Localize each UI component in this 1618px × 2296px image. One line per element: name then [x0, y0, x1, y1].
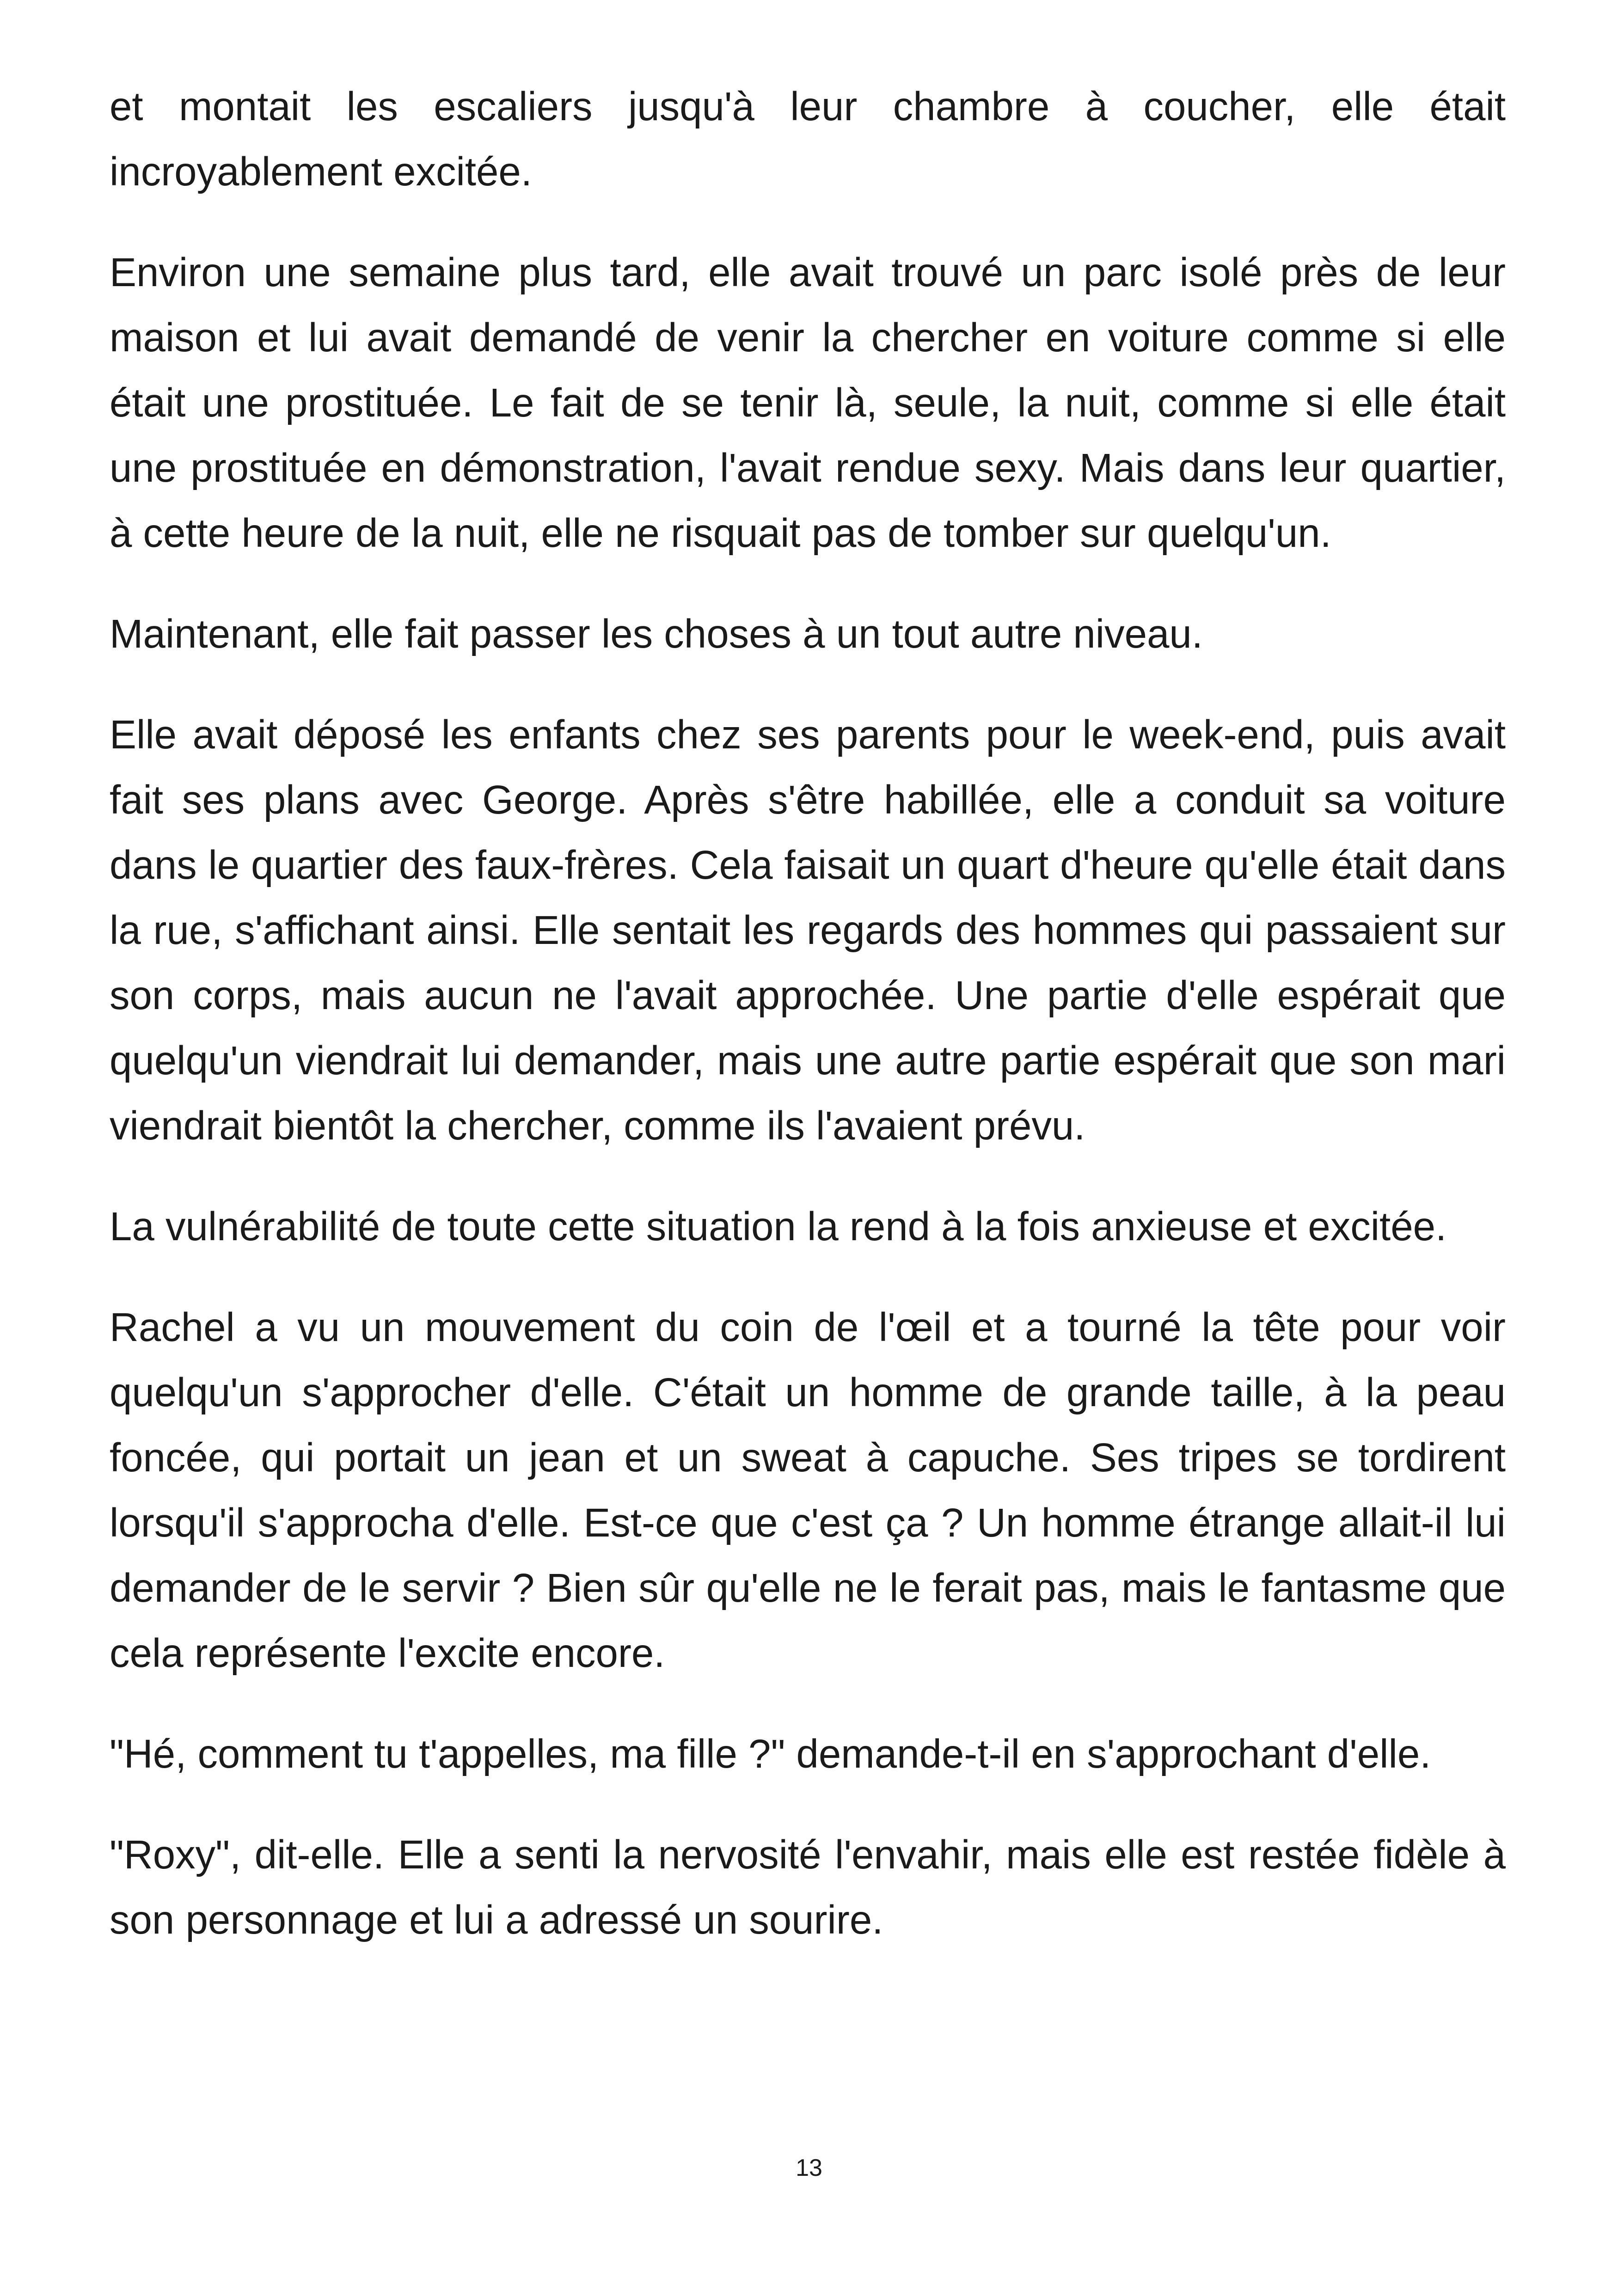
paragraph-2: Environ une semaine plus tard, elle avait trouvé un parc isolé près de leur maison et lui avait demandé de venir la chercher en voiture comme si elle était une prostituée. Le fait de se tenir là, seule, la nuit, comme si elle était une prostituée en démonstration, l'avait rendue sexy. Mais dans leur quartier, à cette heure de la nuit, elle ne risquait pas de tomber sur quelqu'un. [110, 250, 1506, 556]
paragraph-5: La vulnérabilité de toute cette situation la rend à la fois anxieuse et excitée. [110, 1204, 1447, 1249]
paragraph-3: Maintenant, elle fait passer les choses à un tout autre niveau. [110, 612, 1203, 656]
body-text [110, 74, 1506, 1988]
paragraph-8: "Roxy", dit-elle. Elle a senti la nervosité l'envahir, mais elle est restée fidèle à son personnage et lui a adressé un sourire. [110, 1832, 1506, 1942]
paragraph-7: "Hé, comment tu t'appelles, ma fille ?" demande-t-il en s'approchant d'elle. [110, 1732, 1431, 1776]
page-number: 13 [796, 2155, 822, 2181]
paragraph-4: Elle avait déposé les enfants chez ses parents pour le week-end, puis avait fait ses plans avec George. Après s'être habillée, elle a conduit sa voiture dans le quartier des faux-frères. Cela faisait un quart d'heure qu'elle était dans la rue, s'affichant ainsi. Elle sentait les regards des hommes qui passaient sur son corps, mais aucun ne l'avait approchée. Une partie d'elle espérait que quelqu'un viendrait lui demander, mais une autre partie espérait que son mari viendrait bientôt la chercher, comme ils l'avaient prévu. [110, 712, 1506, 1148]
paragraph-1: et montait les escaliers jusqu'à leur chambre à coucher, elle était incroyablement excitée. [110, 84, 1506, 194]
paragraph-6: Rachel a vu un mouvement du coin de l'œil et a tourné la tête pour voir quelqu'un s'approcher d'elle. C'était un homme de grande taille, à la peau foncée, qui portait un jean et un sweat à capuche. Ses tripes se tordirent lorsqu'il s'approcha d'elle. Est-ce que c'est ça ? Un homme étrange allait-il lui demander de le servir ? Bien sûr qu'elle ne le ferait pas, mais le fantasme que cela représente l'excite encore. [110, 1305, 1506, 1676]
